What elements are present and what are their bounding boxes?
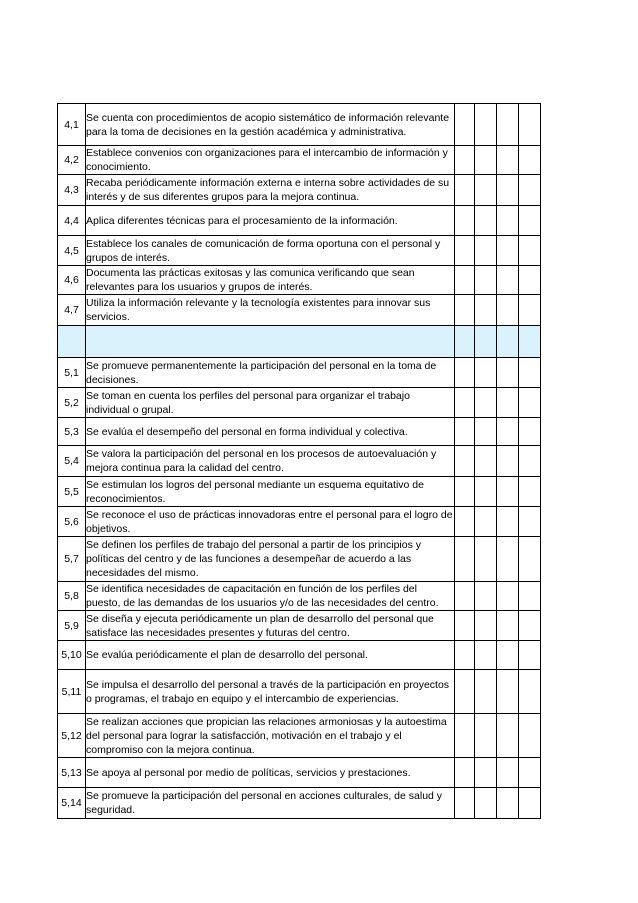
item-statement: Se reconoce el uso de prácticas innovadoras entre el personal para el logro de objetivos.	[86, 508, 453, 535]
rating-cell[interactable]	[519, 477, 541, 507]
item-number: 5,14	[58, 788, 86, 819]
table-row	[58, 295, 541, 326]
rating-cell[interactable]	[475, 582, 497, 611]
section-separator-cell	[58, 326, 86, 358]
rating-cell[interactable]	[455, 236, 475, 266]
rating-cell[interactable]	[475, 788, 497, 819]
rating-cell[interactable]	[519, 206, 541, 236]
rating-cell[interactable]	[497, 537, 519, 582]
table-row	[58, 537, 541, 582]
rating-cell[interactable]	[475, 388, 497, 418]
rating-cell[interactable]	[475, 641, 497, 670]
item-statement: Utiliza la información relevante y la tecnología existentes para innovar sus servicios.	[86, 295, 455, 326]
rating-cell[interactable]	[497, 788, 519, 819]
item-statement: Aplica diferentes técnicas para el procesamiento de la información.	[86, 206, 455, 236]
rating-cell[interactable]	[475, 175, 497, 206]
rating-cell[interactable]	[475, 714, 497, 758]
rating-cell[interactable]	[475, 670, 497, 714]
item-number: 4,6	[58, 266, 86, 295]
rating-cell[interactable]	[455, 582, 475, 611]
table-row	[58, 641, 541, 670]
table-row	[58, 446, 541, 477]
item-statement: Se identifica necesidades de capacitación en función de los perfiles del puesto, de las demandas de los usuarios y/o de las necesidades del centro.	[86, 582, 455, 611]
rating-cell[interactable]	[475, 758, 497, 788]
rating-cell[interactable]	[519, 714, 541, 758]
rating-cell[interactable]	[475, 477, 497, 507]
rating-cell[interactable]	[475, 146, 497, 175]
item-number: 4,1	[58, 104, 86, 146]
item-number: 5,13	[58, 758, 86, 788]
item-statement: Se evalúa periódicamente el plan de desarrollo del personal.	[86, 641, 455, 670]
rating-cell[interactable]	[497, 714, 519, 758]
item-statement: Se impulsa el desarrollo del personal a través de la participación en proyectos o programas, el trabajo en equipo y el intercambio de experiencias.	[86, 670, 455, 714]
rating-cell[interactable]	[519, 418, 541, 446]
item-number: 5,4	[58, 446, 86, 477]
rating-cell[interactable]	[519, 788, 541, 819]
rating-cell[interactable]	[497, 507, 519, 537]
rating-cell[interactable]	[519, 146, 541, 175]
table-row	[58, 611, 541, 641]
rating-cell[interactable]	[497, 236, 519, 266]
item-number: 4,3	[58, 175, 86, 206]
rating-cell[interactable]	[455, 477, 475, 507]
item-statement: Se valora la participación del personal en los procesos de autoevaluación y mejora continua para la calidad del centro.	[86, 446, 455, 477]
rating-cell[interactable]	[455, 670, 475, 714]
rating-cell[interactable]	[497, 175, 519, 206]
rating-cell[interactable]	[497, 266, 519, 295]
item-number: 5,11	[58, 670, 86, 714]
item-statement: Se toman en cuenta los perfiles del personal para organizar el trabajo individual o grupal.	[86, 388, 455, 418]
table-row	[58, 714, 541, 758]
rating-cell[interactable]	[455, 537, 475, 582]
table-row	[58, 175, 541, 206]
section-separator-cell	[455, 326, 475, 358]
item-statement: Se estimulan los logros del personal mediante un esquema equitativo de reconocimientos.	[86, 477, 455, 507]
table-row	[58, 582, 541, 611]
item-number: 4,5	[58, 236, 86, 266]
item-number: 5,1	[58, 358, 86, 388]
rating-cell[interactable]	[475, 418, 497, 446]
rating-cell[interactable]	[497, 104, 519, 146]
rating-cell[interactable]	[519, 175, 541, 206]
rating-cell[interactable]	[497, 446, 519, 477]
rating-cell[interactable]	[455, 175, 475, 206]
item-statement: Se evalúa el desempeño del personal en forma individual y colectiva.	[86, 418, 455, 446]
table-row	[58, 507, 541, 537]
rating-cell[interactable]	[519, 611, 541, 641]
rating-cell[interactable]	[519, 670, 541, 714]
rating-cell[interactable]	[519, 266, 541, 295]
rating-cell[interactable]	[455, 104, 475, 146]
rating-cell[interactable]	[455, 611, 475, 641]
rating-cell[interactable]	[455, 641, 475, 670]
rating-cell[interactable]	[519, 507, 541, 537]
rating-cell[interactable]	[519, 358, 541, 388]
rating-cell[interactable]	[497, 670, 519, 714]
rating-cell[interactable]	[455, 507, 475, 537]
item-statement: Se apoya al personal por medio de políticas, servicios y prestaciones.	[86, 758, 455, 788]
item-number: 5,3	[58, 418, 86, 446]
item-statement: Se diseña y ejecuta periódicamente un plan de desarrollo del personal que satisface las necesidades presentes y futuras del centro.	[86, 611, 455, 641]
rating-cell[interactable]	[497, 146, 519, 175]
rating-cell[interactable]	[455, 418, 475, 446]
rating-cell[interactable]	[497, 358, 519, 388]
item-number: 5,9	[58, 611, 86, 641]
rating-cell[interactable]	[455, 788, 475, 819]
item-statement: Recaba periódicamente información externa e interna sobre actividades de su interés y de sus diferentes grupos para la mejora continua.	[86, 175, 455, 206]
section-separator-row	[58, 326, 541, 358]
item-statement: Establece los canales de comunicación de forma oportuna con el personal y grupos de interés.	[86, 236, 455, 266]
rating-cell[interactable]	[519, 446, 541, 477]
table-row	[58, 418, 541, 446]
rating-cell[interactable]	[455, 206, 475, 236]
rating-cell[interactable]	[497, 418, 519, 446]
section-separator-cell	[86, 326, 455, 358]
evaluation-table	[57, 103, 541, 819]
rating-cell[interactable]	[519, 582, 541, 611]
rating-cell[interactable]	[497, 582, 519, 611]
item-number: 4,2	[58, 146, 86, 175]
table-row	[58, 236, 541, 266]
rating-cell[interactable]	[519, 388, 541, 418]
table-body	[58, 104, 541, 819]
rating-cell[interactable]	[519, 758, 541, 788]
rating-cell[interactable]	[455, 146, 475, 175]
item-statement: Se promueve la participación del personal en acciones culturales, de salud y seguridad.	[86, 788, 455, 819]
rating-cell[interactable]	[475, 537, 497, 582]
table-row	[58, 266, 541, 295]
table-row	[58, 358, 541, 388]
item-number: 5,8	[58, 582, 86, 611]
section-separator-cell	[497, 326, 519, 358]
rating-cell[interactable]	[519, 104, 541, 146]
rating-cell[interactable]	[475, 236, 497, 266]
rating-cell[interactable]	[497, 206, 519, 236]
table-row	[58, 477, 541, 507]
item-number: 4,7	[58, 295, 86, 326]
rating-cell[interactable]	[519, 537, 541, 582]
item-number: 5,5	[58, 477, 86, 507]
rating-cell[interactable]	[475, 611, 497, 641]
rating-cell[interactable]	[475, 104, 497, 146]
item-statement: Se cuenta con procedimientos de acopio sistemático de información relevante para la toma de decisiones en la gestión académica y administrativa.	[86, 104, 455, 146]
table-row	[58, 104, 541, 146]
rating-cell[interactable]	[475, 295, 497, 326]
rating-cell[interactable]	[475, 507, 497, 537]
section-separator-cell	[475, 326, 497, 358]
rating-cell[interactable]	[497, 758, 519, 788]
rating-cell[interactable]	[497, 477, 519, 507]
item-number: 5,12	[58, 714, 86, 758]
rating-cell[interactable]	[455, 266, 475, 295]
rating-cell[interactable]	[455, 714, 475, 758]
item-number: 5,7	[58, 537, 86, 582]
rating-cell[interactable]	[455, 446, 475, 477]
section-separator-cell	[519, 326, 541, 358]
table-row	[58, 788, 541, 819]
rating-cell[interactable]	[475, 206, 497, 236]
table-row	[58, 206, 541, 236]
item-statement: Documenta las prácticas exitosas y las comunica verificando que sean relevantes para los usuarios y grupos de interés.	[86, 266, 455, 295]
rating-cell[interactable]	[497, 641, 519, 670]
rating-cell[interactable]	[475, 266, 497, 295]
item-statement: Se definen los perfiles de trabajo del personal a partir de los principios y políticas del centro y de las funciones a desempeñar de acuerdo a las necesidades del mismo.	[86, 537, 455, 582]
rating-cell[interactable]	[519, 295, 541, 326]
rating-cell[interactable]	[497, 611, 519, 641]
rating-cell[interactable]	[497, 295, 519, 326]
rating-cell[interactable]	[475, 446, 497, 477]
table-row	[58, 670, 541, 714]
item-number: 5,2	[58, 388, 86, 418]
rating-cell[interactable]	[519, 641, 541, 670]
rating-cell[interactable]	[455, 358, 475, 388]
item-number: 5,10	[58, 641, 86, 670]
table-row	[58, 388, 541, 418]
rating-cell[interactable]	[455, 388, 475, 418]
rating-cell[interactable]	[455, 295, 475, 326]
table-row	[58, 146, 541, 175]
item-number: 4,4	[58, 206, 86, 236]
rating-cell[interactable]	[475, 358, 497, 388]
table-row	[58, 758, 541, 788]
item-number: 5,6	[58, 507, 86, 537]
rating-cell[interactable]	[519, 236, 541, 266]
rating-cell[interactable]	[455, 758, 475, 788]
item-statement: Se realizan acciones que propician las relaciones armoniosas y la autoestima del personal para lograr la satisfacción, motivación en el trabajo y el compromiso con la mejora continua.	[86, 714, 455, 758]
rating-cell[interactable]	[497, 388, 519, 418]
item-statement: Se promueve permanentemente la participación del personal en la toma de decisiones.	[86, 358, 455, 388]
item-statement: Establece convenios con organizaciones para el intercambio de información y conocimiento.	[86, 146, 455, 175]
